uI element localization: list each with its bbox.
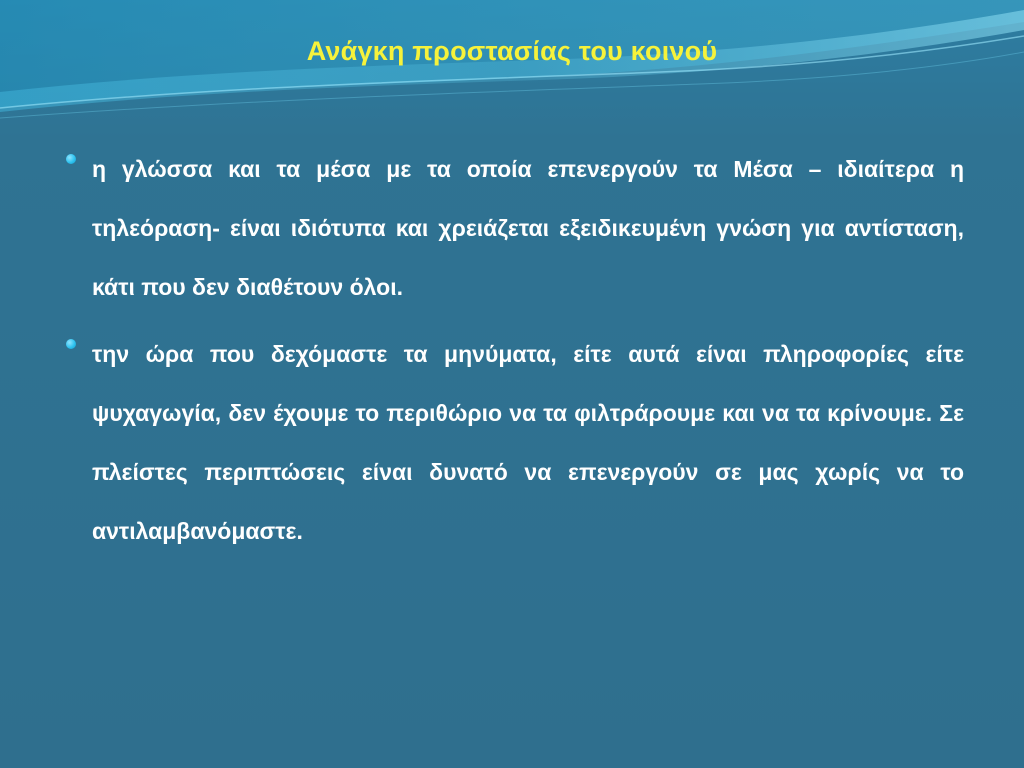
bullet-dot-icon [66, 154, 76, 164]
header-wave-decoration [0, 0, 1024, 140]
bullet-item [66, 325, 964, 561]
slide-title: Ανάγκη προστασίας του κοινού [306, 36, 718, 66]
bullet-text: την ώρα που δεχόμαστε τα μηνύματα, είτε αυτά είναι πληροφορίες είτε ψυχαγωγία, δεν έχουμε το περιθώριο να τα φιλτράρουμε και να τα κρίνουμε. Σε πλείστες περιπτώσεις είναι δυνατό να επενεργούν σε μας χωρίς να το αντιλαμβανόμαστε. [92, 341, 964, 544]
bullet-item [66, 140, 964, 317]
bullet-dot-icon [66, 339, 76, 349]
bullet-list [66, 152, 964, 581]
bullet-text: η γλώσσα και τα μέσα με τα οποία επενεργούν τα Μέσα – ιδιαίτερα η τηλεόραση- είναι ιδιότυπα και χρειάζεται εξειδικευμένη γνώση για αντίσταση, κάτι που δεν διαθέτουν όλοι. [92, 156, 964, 300]
